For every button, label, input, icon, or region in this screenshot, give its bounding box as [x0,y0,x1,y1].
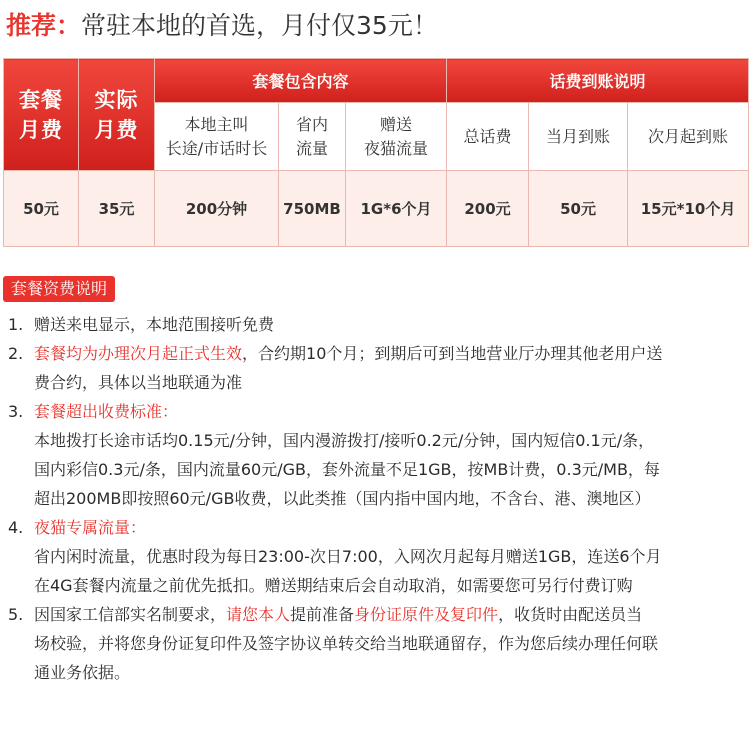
note-2: 2. 套餐均为办理次月起正式生效，合约期10个月；到期后可到当地营业厅办理其他老用户送 [8,344,663,363]
note-5: 5. 因国家工信部实名制要求，请您本人提前准备身份证原件及复印件，收货时由配送员当 [8,605,643,624]
subheader-total: 总话费 [447,103,529,171]
title-text: 常驻本地的首选，月付仅35元！ [81,11,438,40]
subheader-data: 省内 流量 [279,103,346,171]
cell-next-months: 15元*10个月 [628,171,749,247]
cell-total: 200元 [447,171,529,247]
note-4: 4. 夜猫专属流量： [8,518,147,537]
package-table [3,58,749,247]
note-1: 1. 赠送来电显示，本地范围接听免费 [8,315,275,334]
note-3: 3. 套餐超出收费标准： [8,402,179,421]
note-2-highlight: 套餐均为办理次月起正式生效 [34,344,243,363]
cell-actual: 35元 [79,171,155,247]
header-topup-note: 话费到账说明 [447,59,749,103]
cell-fee: 50元 [4,171,79,247]
subheader-night-data: 赠送 夜猫流量 [346,103,447,171]
cell-night: 1G*6个月 [346,171,447,247]
cell-this-month: 50元 [529,171,628,247]
title-tag: 推荐： [6,11,82,40]
subheader-calls: 本地主叫 长途/市话时长 [155,103,279,171]
fee-notes: 1. 赠送来电显示，本地范围接听免费 2. 套餐均为办理次月起正式生效，合约期10个月；到期后可到当地营业厅办理其他老用户送 费合约，具体以当地联通为准 3. 套餐超出收费标准： 本地拨打长途市话均0.15元/分钟，国内漫游拨打/接听0.2元/分钟，国内短信0.1元/条， 国内彩信0.3元/条，国内流量60元/GB，套外流量不足1GB，按MB计费，0.3元/MB，每 超出200MB即按照60元/GB收费，以此类推（国内指中国内地，不含台、港、澳地区） 4. 夜猫专属流量： 省内闲时流量，优惠时段为每日23:00-次日7:00，入网次月起每月赠送1GB，连送6个月 在4G套餐内流量之前优先抵扣。赠送期结束后会自动取消，如需要您可另行付费订购 5. 因国家工信部实名制要求，请您本人提前准备身份证原件及复印件，收货时由配送员当 场校验，并将您身份证复印件及签字协议单转交给当地联通留存，作为您后续办理任何联 通业务依据。 [8,310,743,687]
subheader-next-months: 次月起到账 [628,103,749,171]
table-row [4,171,749,247]
cell-data: 750MB [279,171,346,247]
cell-calls: 200分钟 [155,171,279,247]
page-title [6,2,438,46]
header-monthly-fee: 套餐 月费 [4,59,79,171]
header-actual-fee: 实际 月费 [79,59,155,171]
subheader-this-month: 当月到账 [529,103,628,171]
fee-notes-badge: 套餐资费说明 [3,276,115,302]
header-package-content: 套餐包含内容 [155,59,447,103]
